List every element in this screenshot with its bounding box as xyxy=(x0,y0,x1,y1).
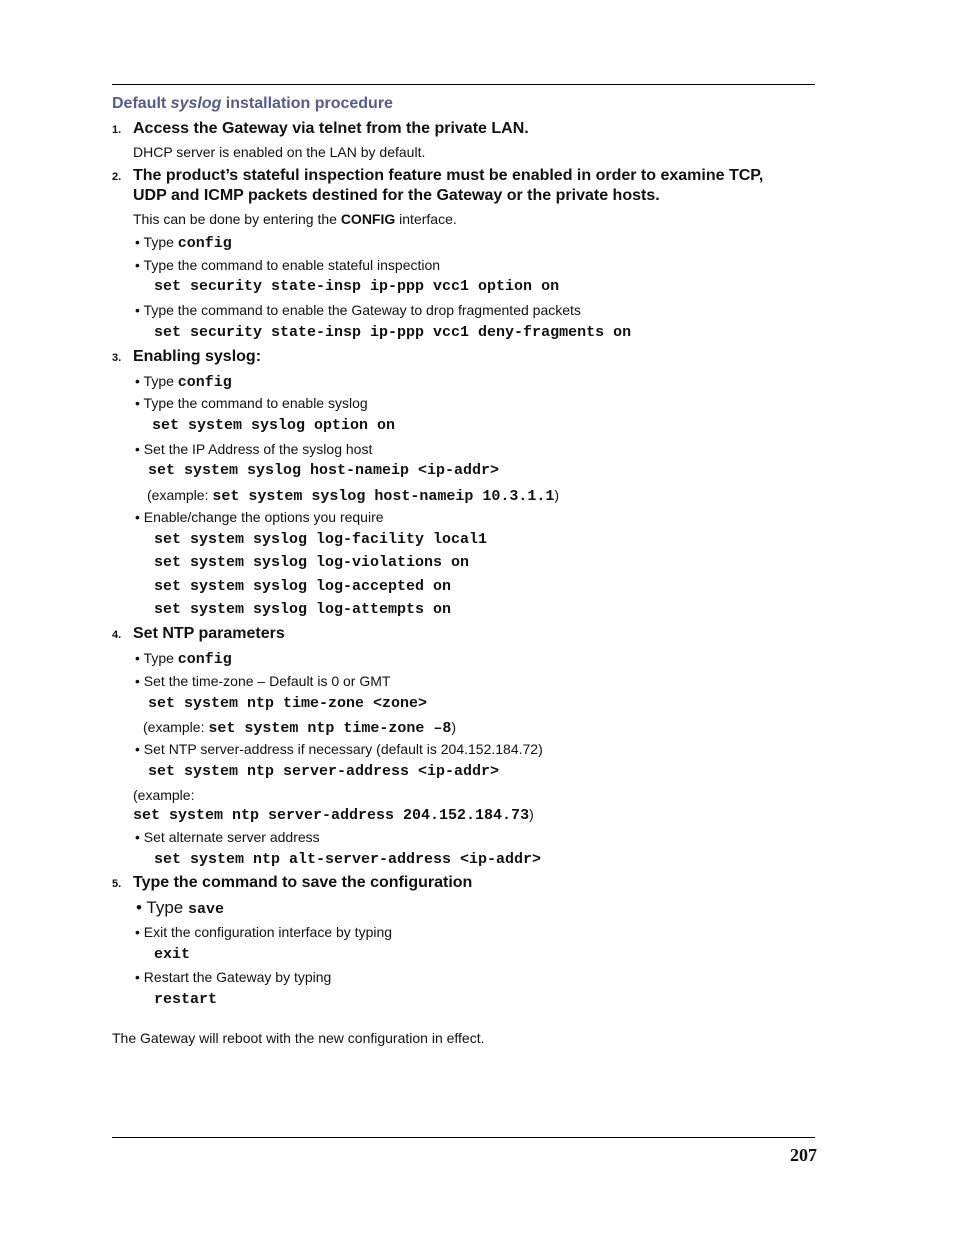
step-number: 1. xyxy=(112,124,122,136)
command-line: set system syslog host-nameip <ip-addr> xyxy=(148,462,500,479)
bullet-item: • Exit the configuration interface by typing xyxy=(135,924,393,940)
command-line: set system syslog log-attempts on xyxy=(154,601,452,618)
command-line: set system ntp alt-server-address <ip-addr> xyxy=(154,851,542,868)
step-number: 5. xyxy=(112,878,122,890)
bullet-item: • Type the command to enable syslog xyxy=(135,395,368,411)
command-inline: set system ntp server-address 204.152.184.73 xyxy=(133,807,530,824)
step-description: This can be done by entering the CONFIG interface. xyxy=(133,211,457,227)
command-line: set system syslog option on xyxy=(152,417,396,434)
command-line: set system syslog log-facility local1 xyxy=(154,531,488,548)
command-inline: set system syslog host-nameip 10.3.1.1 xyxy=(212,488,555,505)
command-line: set system ntp time-zone <zone> xyxy=(148,695,428,712)
example-line: set system ntp server-address 204.152.184.73) xyxy=(133,806,534,824)
bullet-item: • Set alternate server address xyxy=(135,829,320,845)
bottom-rule xyxy=(112,1137,815,1138)
command-inline: config xyxy=(177,374,232,391)
heading-text: Default xyxy=(112,95,171,112)
step-description: DHCP server is enabled on the LAN by default. xyxy=(133,144,426,160)
command-line: restart xyxy=(154,991,218,1008)
command-line: exit xyxy=(154,946,191,963)
example-line: (example: set system ntp time-zone –8) xyxy=(143,719,457,737)
step-number: 3. xyxy=(112,352,122,364)
bullet-item: • Type the command to enable stateful inspection xyxy=(135,257,441,273)
heading-emphasis: syslog xyxy=(170,95,222,112)
bullet-item: • Set the IP Address of the syslog host xyxy=(135,441,373,457)
step-title: Set NTP parameters xyxy=(133,625,285,642)
command-inline: save xyxy=(187,901,224,918)
section-heading xyxy=(112,94,393,114)
command-inline: set system ntp time-zone –8 xyxy=(208,720,452,737)
example-line: (example: set system syslog host-nameip 10.3.1.1) xyxy=(147,487,560,505)
bullet-item: • Restart the Gateway by typing xyxy=(135,969,332,985)
bullet-item: • Type config xyxy=(135,650,232,668)
example-line: (example: xyxy=(133,787,195,803)
command-line: set system syslog log-violations on xyxy=(154,554,470,571)
step-title: Type the command to save the configuration xyxy=(133,874,473,891)
step-title-continued: UDP and ICMP packets destined for the Gateway or the private hosts. xyxy=(133,187,660,204)
step-title: Access the Gateway via telnet from the private LAN. xyxy=(133,120,529,137)
bullet-item: • Type config xyxy=(135,373,232,391)
bullet-item: • Set the time-zone – Default is 0 or GMT xyxy=(135,673,391,689)
bullet-item: • Set NTP server-address if necessary (default is 204.152.184.72) xyxy=(135,741,543,757)
command-line: set security state-insp ip-ppp vcc1 option on xyxy=(154,278,560,295)
command-line: set system syslog log-accepted on xyxy=(154,578,452,595)
command-inline: config xyxy=(177,235,232,252)
command-line: set security state-insp ip-ppp vcc1 deny-fragments on xyxy=(154,324,632,341)
bullet-item: • Enable/change the options you require xyxy=(135,509,384,525)
closing-paragraph: The Gateway will reboot with the new configuration in effect. xyxy=(112,1030,485,1046)
config-term: CONFIG xyxy=(340,211,396,227)
step-title: The product’s stateful inspection feature must be enabled in order to examine TCP, xyxy=(133,167,764,184)
bullet-item: • Type config xyxy=(135,234,232,252)
bullet-item: • Type the command to enable the Gateway to drop fragmented packets xyxy=(135,302,581,318)
heading-text-end: installation procedure xyxy=(221,95,393,112)
top-rule xyxy=(112,84,815,85)
command-line: set system ntp server-address <ip-addr> xyxy=(148,763,500,780)
command-inline: config xyxy=(177,651,232,668)
step-number: 2. xyxy=(112,171,122,183)
page-number: 207 xyxy=(790,1145,817,1165)
bullet-item: • Type save xyxy=(136,898,224,918)
step-title: Enabling syslog: xyxy=(133,348,262,365)
step-number: 4. xyxy=(112,629,122,641)
